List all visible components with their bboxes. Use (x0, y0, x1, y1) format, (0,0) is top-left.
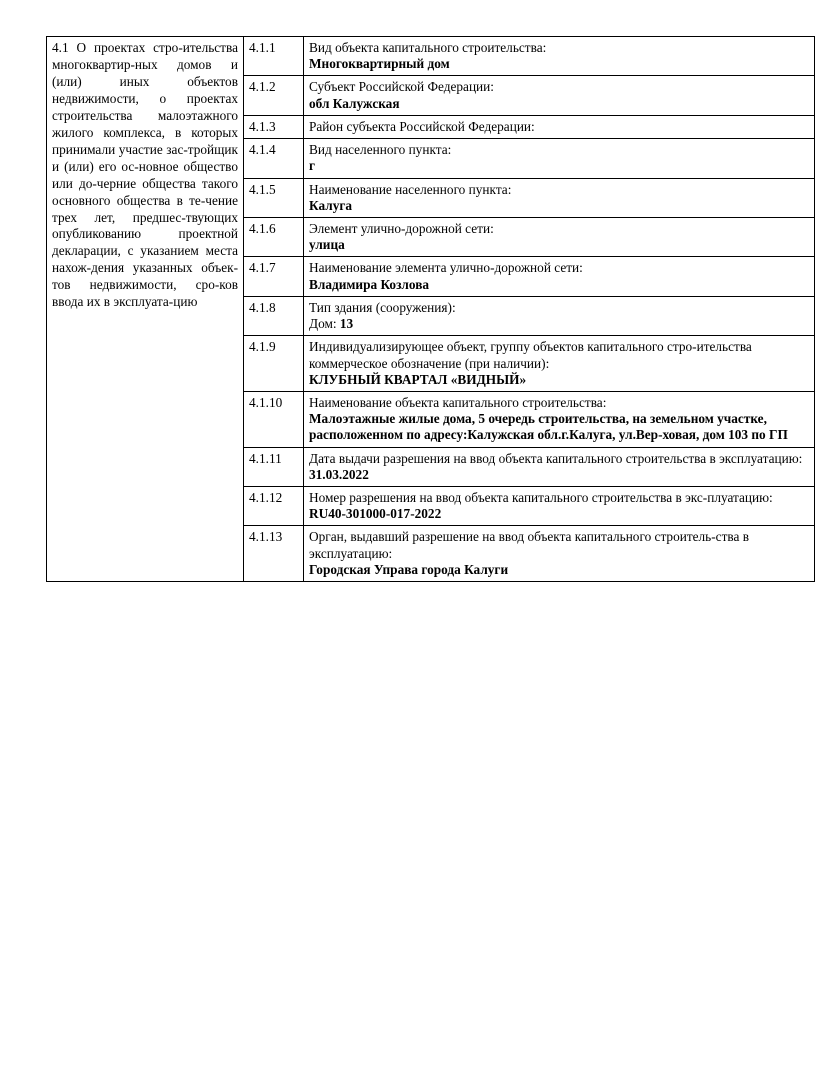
row-content (304, 487, 815, 526)
row-question: Район субъекта Российской Федерации: (309, 118, 535, 134)
row-content (304, 217, 815, 256)
row-content (304, 336, 815, 392)
row-answer: Многоквартирный дом (309, 56, 450, 72)
row-question: Орган, выдавший разрешение на ввод объекта капитального строитель-ства в эксплуатацию: (309, 529, 749, 561)
row-code: 4.1.12 (244, 487, 304, 526)
row-answer: Калуга (309, 197, 353, 213)
row-answer: обл Калужская (309, 95, 400, 111)
row-code: 4.1.11 (244, 447, 304, 486)
row-content (304, 296, 815, 335)
row-content (304, 257, 815, 296)
row-question: Элемент улично-дорожной сети: (309, 220, 494, 236)
row-answer: Городская Управа города Калуги (309, 561, 509, 577)
row-answer: Владимира Козлова (309, 276, 430, 292)
row-code: 4.1.8 (244, 296, 304, 335)
declaration-table (46, 36, 815, 582)
row-answer: г (309, 158, 316, 174)
row-content (304, 391, 815, 447)
row-code: 4.1.13 (244, 526, 304, 582)
table-row (47, 37, 815, 76)
row-content (304, 76, 815, 115)
row-answer-prefix: Дом: (309, 316, 340, 332)
row-code: 4.1.3 (244, 115, 304, 138)
row-code: 4.1.10 (244, 391, 304, 447)
section-label-cell (47, 37, 244, 582)
row-content (304, 37, 815, 76)
row-answer: улица (309, 237, 345, 253)
row-answer-line (309, 316, 809, 332)
row-content (304, 139, 815, 178)
row-question: Вид объекта капитального строительства: (309, 40, 547, 55)
row-content (304, 526, 815, 582)
row-question: Тип здания (сооружения): (309, 299, 456, 315)
row-question: Вид населенного пункта: (309, 142, 452, 158)
row-answer: 31.03.2022 (309, 466, 369, 482)
row-content (304, 178, 815, 217)
row-code: 4.1.1 (244, 37, 304, 76)
row-code: 4.1.2 (244, 76, 304, 115)
row-code: 4.1.9 (244, 336, 304, 392)
row-code: 4.1.6 (244, 217, 304, 256)
row-code: 4.1.4 (244, 139, 304, 178)
row-question: Номер разрешения на ввод объекта капитального строительства в экс-плуатацию: (309, 490, 773, 506)
row-answer: КЛУБНЫЙ КВАРТАЛ «ВИДНЫЙ» (309, 371, 527, 387)
row-code: 4.1.5 (244, 178, 304, 217)
row-question: Наименование объекта капитального строительства: (309, 394, 607, 410)
row-answer: RU40-301000-017-2022 (309, 506, 442, 522)
row-answer: Малоэтажные жилые дома, 5 очередь строительства, на земельном участке, расположенном по адресу:Калужская обл.г.Калуга, ул.Вер-ховая, дом 103 по ГП (309, 411, 788, 443)
row-code: 4.1.7 (244, 257, 304, 296)
row-question: Субъект Российской Федерации: (309, 79, 494, 95)
row-question: Наименование элемента улично-дорожной сети: (309, 260, 583, 276)
row-answer: 13 (339, 316, 354, 332)
table-body (47, 37, 815, 582)
row-content (304, 115, 815, 138)
row-question: Дата выдачи разрешения на ввод объекта капитального строительства в эксплуатацию: (309, 450, 803, 466)
row-question: Наименование населенного пункта: (309, 181, 512, 197)
row-question: Индивидуализирующее объект, группу объектов капитального стро-ительства коммерческое обозначение (при наличии): (309, 339, 752, 371)
section-label-text: 4.1 О проектах стро-ительства многоквартир-ных домов и (или) иных объектов недвижимости, о проектах строительства малоэтажного жилого комплекса, в которых принимали участие зас-тройщик и (или) его ос-новное общество или до-черние общества такого основного общества в те-чение трех лет, предшес-твующих опубликованию проектной декларации, с указанием места нахож-дения указанных объек-тов недвижимости, сро-ков ввода их в эксплуата-цию (52, 40, 238, 310)
row-content (304, 447, 815, 486)
